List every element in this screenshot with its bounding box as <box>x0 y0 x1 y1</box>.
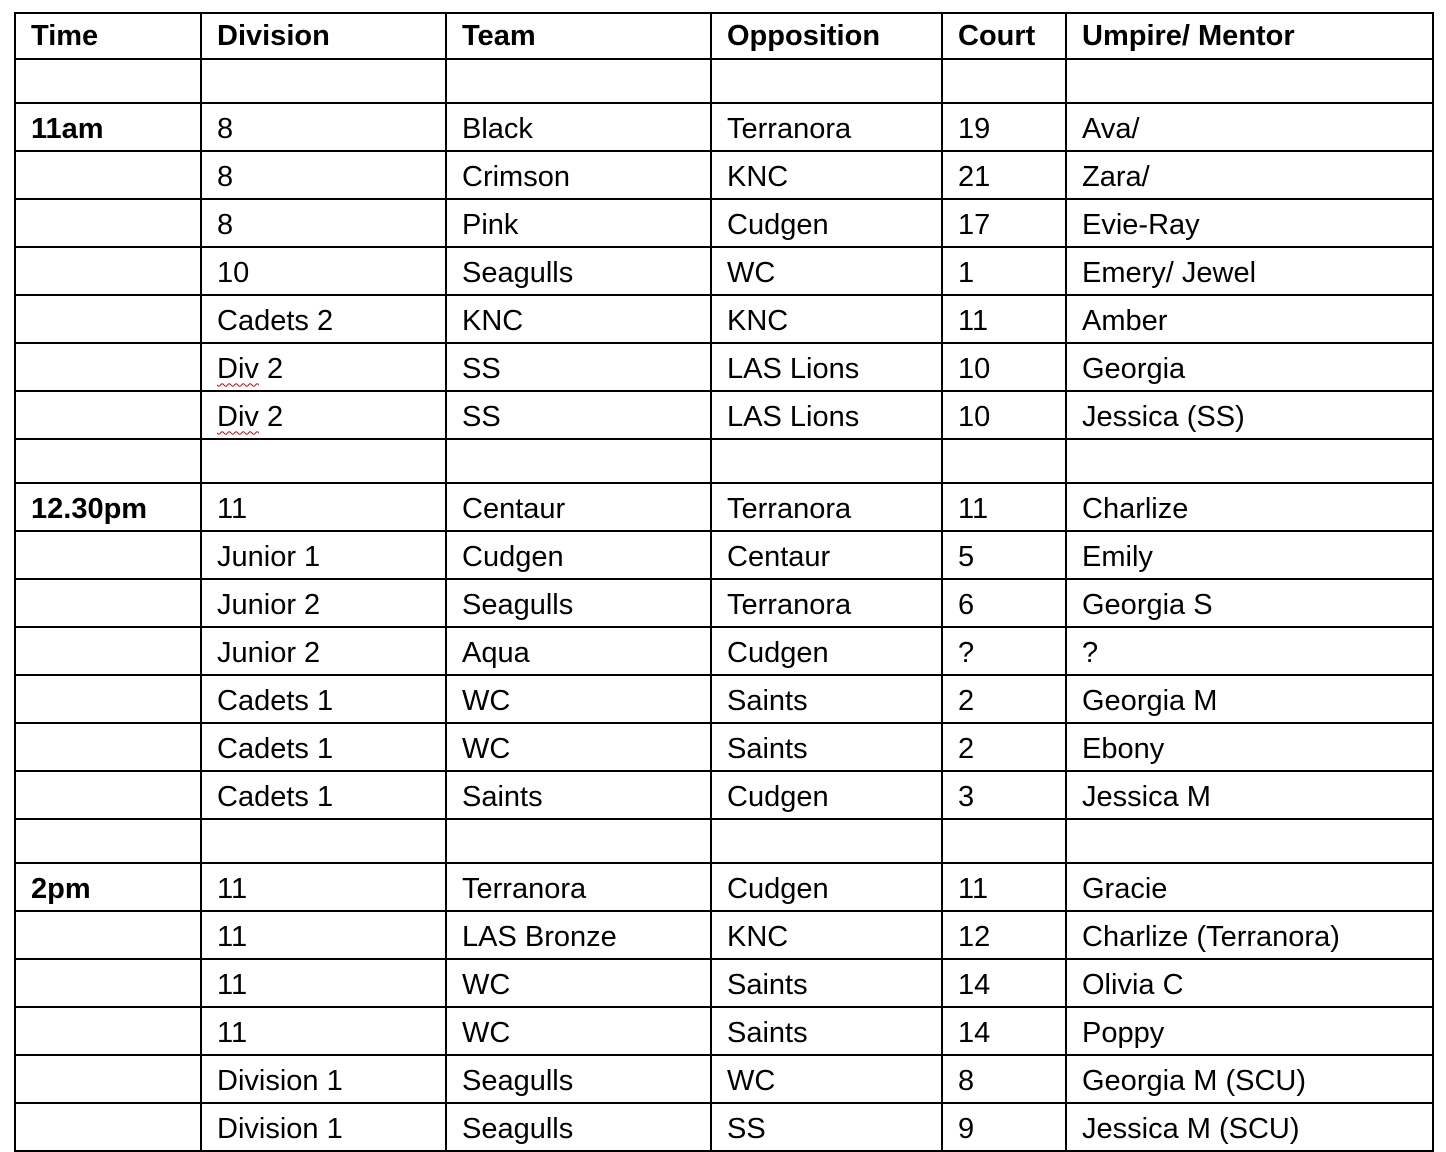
table-row <box>15 911 1433 959</box>
time-cell <box>15 247 201 295</box>
division-cell: 11 <box>201 1007 446 1055</box>
opposition-cell: Saints <box>711 675 942 723</box>
empty-cell <box>942 439 1066 483</box>
table-row <box>15 295 1433 343</box>
time-cell <box>15 391 201 439</box>
court-cell: ? <box>942 627 1066 675</box>
column-header-court: Court <box>942 13 1066 59</box>
division-suffix: 2 <box>258 400 284 433</box>
opposition-cell: Cudgen <box>711 863 942 911</box>
division-cell: 11 <box>201 863 446 911</box>
time-cell <box>15 151 201 199</box>
opposition-cell: KNC <box>711 151 942 199</box>
empty-cell <box>15 439 201 483</box>
team-cell: Aqua <box>446 627 711 675</box>
team-cell: WC <box>446 675 711 723</box>
table-row <box>15 723 1433 771</box>
division-cell: 11 <box>201 483 446 531</box>
time-cell <box>15 531 201 579</box>
umpire-cell: Charlize (Terranora) <box>1066 911 1433 959</box>
column-header-team: Team <box>446 13 711 59</box>
column-header-opposition: Opposition <box>711 13 942 59</box>
umpire-cell: ? <box>1066 627 1433 675</box>
division-cell: 11 <box>201 911 446 959</box>
opposition-cell: WC <box>711 1055 942 1103</box>
empty-cell <box>446 439 711 483</box>
court-cell: 12 <box>942 911 1066 959</box>
table-row <box>15 959 1433 1007</box>
court-cell: 9 <box>942 1103 1066 1151</box>
empty-cell <box>15 59 201 103</box>
umpire-cell: Jessica M (SCU) <box>1066 1103 1433 1151</box>
division-cell: Cadets 1 <box>201 723 446 771</box>
opposition-cell: Cudgen <box>711 627 942 675</box>
team-cell: Pink <box>446 199 711 247</box>
court-cell: 11 <box>942 295 1066 343</box>
table-row <box>15 675 1433 723</box>
empty-cell <box>201 819 446 863</box>
umpire-cell: Georgia M (SCU) <box>1066 1055 1433 1103</box>
time-cell <box>15 343 201 391</box>
empty-cell <box>1066 819 1433 863</box>
division-cell: 8 <box>201 103 446 151</box>
umpire-cell: Georgia S <box>1066 579 1433 627</box>
umpire-cell: Georgia M <box>1066 675 1433 723</box>
court-cell: 6 <box>942 579 1066 627</box>
division-cell: 8 <box>201 199 446 247</box>
table-row <box>15 1103 1433 1151</box>
court-cell: 2 <box>942 723 1066 771</box>
table-row <box>15 247 1433 295</box>
team-cell: LAS Bronze <box>446 911 711 959</box>
time-cell <box>15 627 201 675</box>
court-cell: 11 <box>942 483 1066 531</box>
umpire-cell: Evie-Ray <box>1066 199 1433 247</box>
team-cell: Seagulls <box>446 579 711 627</box>
opposition-cell: Saints <box>711 723 942 771</box>
empty-cell <box>942 819 1066 863</box>
table-row <box>15 531 1433 579</box>
time-cell: 12.30pm <box>15 483 201 531</box>
empty-cell <box>446 819 711 863</box>
opposition-cell: LAS Lions <box>711 343 942 391</box>
time-cell <box>15 911 201 959</box>
table-row <box>15 579 1433 627</box>
umpire-cell: Olivia C <box>1066 959 1433 1007</box>
court-cell: 2 <box>942 675 1066 723</box>
opposition-cell: Cudgen <box>711 771 942 819</box>
table-row <box>15 1007 1433 1055</box>
opposition-cell: Terranora <box>711 483 942 531</box>
empty-cell <box>1066 59 1433 103</box>
division-cell: Junior 1 <box>201 531 446 579</box>
team-cell: KNC <box>446 295 711 343</box>
team-cell: Seagulls <box>446 1055 711 1103</box>
court-cell: 19 <box>942 103 1066 151</box>
team-cell: Terranora <box>446 863 711 911</box>
court-cell: 21 <box>942 151 1066 199</box>
time-cell <box>15 579 201 627</box>
court-cell: 11 <box>942 863 1066 911</box>
table-row <box>15 103 1433 151</box>
team-cell: Cudgen <box>446 531 711 579</box>
team-cell: WC <box>446 1007 711 1055</box>
division-cell: Division 1 <box>201 1055 446 1103</box>
division-cell: Cadets 1 <box>201 771 446 819</box>
empty-cell <box>201 59 446 103</box>
umpire-cell: Charlize <box>1066 483 1433 531</box>
opposition-cell: Saints <box>711 959 942 1007</box>
opposition-cell: Centaur <box>711 531 942 579</box>
table-row <box>15 391 1433 439</box>
time-cell <box>15 723 201 771</box>
opposition-cell: KNC <box>711 911 942 959</box>
empty-cell <box>201 439 446 483</box>
table-row <box>15 627 1433 675</box>
court-cell: 10 <box>942 391 1066 439</box>
division-cell: 8 <box>201 151 446 199</box>
spacer-row <box>15 819 1433 863</box>
court-cell: 14 <box>942 1007 1066 1055</box>
column-header-division: Division <box>201 13 446 59</box>
time-cell <box>15 771 201 819</box>
court-cell: 10 <box>942 343 1066 391</box>
court-cell: 17 <box>942 199 1066 247</box>
time-cell <box>15 295 201 343</box>
opposition-cell: LAS Lions <box>711 391 942 439</box>
team-cell: SS <box>446 343 711 391</box>
schedule-table <box>14 12 1434 1152</box>
umpire-cell: Emily <box>1066 531 1433 579</box>
time-cell <box>15 1103 201 1151</box>
spacer-row <box>15 59 1433 103</box>
team-cell: Black <box>446 103 711 151</box>
time-cell <box>15 1007 201 1055</box>
opposition-cell: Terranora <box>711 103 942 151</box>
team-cell: Saints <box>446 771 711 819</box>
umpire-cell: Ebony <box>1066 723 1433 771</box>
spellcheck-flagged-word: Div <box>217 352 259 385</box>
umpire-cell: Poppy <box>1066 1007 1433 1055</box>
court-cell: 8 <box>942 1055 1066 1103</box>
empty-cell <box>942 59 1066 103</box>
spacer-row <box>15 439 1433 483</box>
umpire-cell: Emery/ Jewel <box>1066 247 1433 295</box>
empty-cell <box>446 59 711 103</box>
umpire-cell: Georgia <box>1066 343 1433 391</box>
time-cell <box>15 199 201 247</box>
division-cell: Cadets 1 <box>201 675 446 723</box>
opposition-cell: Terranora <box>711 579 942 627</box>
table-row <box>15 771 1433 819</box>
column-header-time: Time <box>15 13 201 59</box>
division-suffix: 2 <box>258 352 284 385</box>
empty-cell <box>711 819 942 863</box>
division-cell <box>201 391 446 439</box>
team-cell: Crimson <box>446 151 711 199</box>
division-cell: Junior 2 <box>201 627 446 675</box>
division-cell <box>201 343 446 391</box>
time-cell <box>15 675 201 723</box>
table-row <box>15 199 1433 247</box>
opposition-cell: WC <box>711 247 942 295</box>
division-cell: Cadets 2 <box>201 295 446 343</box>
court-cell: 3 <box>942 771 1066 819</box>
empty-cell <box>15 819 201 863</box>
opposition-cell: KNC <box>711 295 942 343</box>
column-header-umpire-mentor: Umpire/ Mentor <box>1066 13 1433 59</box>
team-cell: WC <box>446 959 711 1007</box>
court-cell: 1 <box>942 247 1066 295</box>
division-cell: Junior 2 <box>201 579 446 627</box>
team-cell: WC <box>446 723 711 771</box>
empty-cell <box>711 439 942 483</box>
table-row <box>15 151 1433 199</box>
umpire-cell: Gracie <box>1066 863 1433 911</box>
court-cell: 14 <box>942 959 1066 1007</box>
time-cell: 2pm <box>15 863 201 911</box>
spellcheck-flagged-word: Div <box>217 400 259 433</box>
umpire-cell: Zara/ <box>1066 151 1433 199</box>
team-cell: Centaur <box>446 483 711 531</box>
table-row <box>15 863 1433 911</box>
umpire-cell: Jessica M <box>1066 771 1433 819</box>
team-cell: SS <box>446 391 711 439</box>
opposition-cell: Cudgen <box>711 199 942 247</box>
table-row <box>15 483 1433 531</box>
umpire-cell: Jessica (SS) <box>1066 391 1433 439</box>
team-cell: Seagulls <box>446 247 711 295</box>
division-cell: 10 <box>201 247 446 295</box>
time-cell: 11am <box>15 103 201 151</box>
opposition-cell: SS <box>711 1103 942 1151</box>
empty-cell <box>711 59 942 103</box>
division-cell: Division 1 <box>201 1103 446 1151</box>
empty-cell <box>1066 439 1433 483</box>
team-cell: Seagulls <box>446 1103 711 1151</box>
table-row <box>15 343 1433 391</box>
umpire-cell: Amber <box>1066 295 1433 343</box>
time-cell <box>15 959 201 1007</box>
header-row <box>15 13 1433 59</box>
division-cell: 11 <box>201 959 446 1007</box>
opposition-cell: Saints <box>711 1007 942 1055</box>
court-cell: 5 <box>942 531 1066 579</box>
umpire-cell: Ava/ <box>1066 103 1433 151</box>
